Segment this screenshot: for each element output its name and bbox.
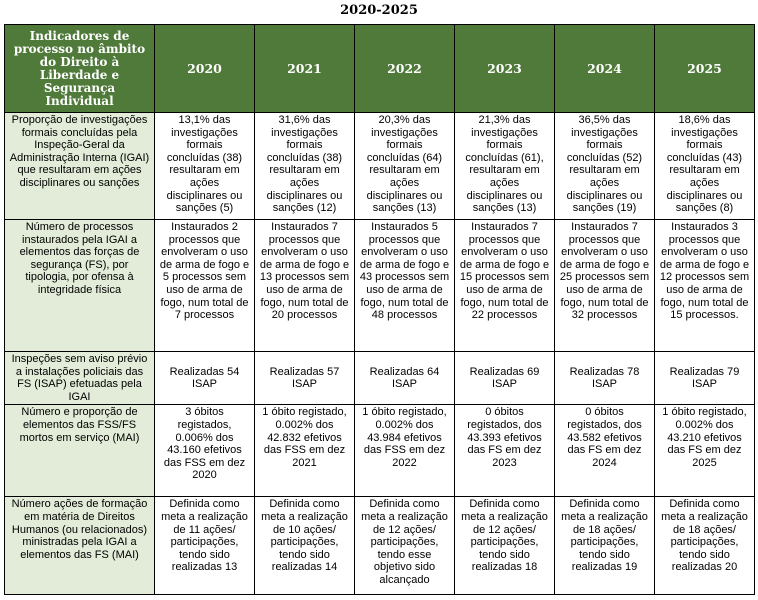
year-header-2025: 2025 <box>655 25 755 113</box>
row-label-investigacoes: Proporção de investigações formais concluídas pela Inspeção-Geral da Administração Interna (IGAI) que resultaram em ações disciplinares ou sanções <box>5 113 155 220</box>
table-cell: 1 óbito registado, 0.002% dos 43.210 efetivos das FS em dez 2025 <box>655 405 755 497</box>
table-cell: 31,6% das investigações formais concluídas (38) resultaram em ações disciplinares ou sanções (12) <box>255 113 355 220</box>
table-cell: Realizadas 78 ISAP <box>555 352 655 405</box>
table-cell: 20,3% das investigações formais concluídas (64) resultaram em ações disciplinares ou sanções (13) <box>355 113 455 220</box>
table-cell: Realizadas 79 ISAP <box>655 352 755 405</box>
table-row <box>5 352 755 405</box>
table-cell: Realizadas 54 ISAP <box>155 352 255 405</box>
table-cell: Instaurados 3 processos que envolveram o uso de arma de fogo e 12 processos sem uso de arma de fogo, num total de 15 processos. <box>655 220 755 352</box>
table-cell: Realizadas 64 ISAP <box>355 352 455 405</box>
year-header-2024: 2024 <box>555 25 655 113</box>
row-label-isap: Inspeções sem aviso prévio a instalações policiais das FS (ISAP) efetuadas pela IGAI <box>5 352 155 405</box>
header-row <box>5 25 755 113</box>
table-cell: Instaurados 7 processos que envolveram o uso de arma de fogo e 13 processos sem uso de arma de fogo, num total de 20 processos <box>255 220 355 352</box>
year-header-2020: 2020 <box>155 25 255 113</box>
row-label-processos: Número de processos instaurados pela IGAI a elementos das forças de segurança (FS), por tipologia, por ofensa à integridade física <box>5 220 155 352</box>
table-cell: Definida como meta a realização de 18 ações/ participações, tendo sido realizadas 19 <box>555 497 655 595</box>
row-label-formacao: Número ações de formação em matéria de Direitos Humanos (ou relacionados) ministradas pela IGAI a elementos das FS (MAI) <box>5 497 155 595</box>
table-cell: 1 óbito registado, 0.002% dos 43.984 efetivos das FSS em dez 2022 <box>355 405 455 497</box>
table-cell: Instaurados 7 processos que envolveram o uso de arma de fogo e 15 processos sem uso de arma de fogo, num total de 22 processos <box>455 220 555 352</box>
row-label-obitos: Número e proporção de elementos das FSS/FS mortos em serviço (MAI) <box>5 405 155 497</box>
table-row <box>5 220 755 352</box>
table-cell: 3 óbitos registados, 0.006% dos 43.160 efetivos das FSS em dez 2020 <box>155 405 255 497</box>
table-cell: Definida como meta a realização de 12 ações/ participações, tendo sido realizadas 18 <box>455 497 555 595</box>
table-cell: 0 óbitos registados, dos 43.582 efetivos das FS em dez 2024 <box>555 405 655 497</box>
table-cell: Instaurados 7 processos que envolveram o uso de arma de fogo e 25 processos sem uso de arma de fogo, num total de 32 processos <box>555 220 655 352</box>
table-cell: 36,5% das investigações formais concluídas (52) resultaram em ações disciplinares ou sanções (19) <box>555 113 655 220</box>
table-row <box>5 405 755 497</box>
year-header-2023: 2023 <box>455 25 555 113</box>
table-cell: 21,3% das investigações formais concluídas (61), resultaram em ações disciplinares ou sanções (13) <box>455 113 555 220</box>
corner-header: Indicadores de processo no âmbito do Direito à Liberdade e Segurança Individual <box>5 25 155 113</box>
table-cell: Definida como meta a realização de 11 ações/ participações, tendo sido realizadas 13 <box>155 497 255 595</box>
table-cell: 0 óbitos registados, dos 43.393 efetivos das FS em dez 2023 <box>455 405 555 497</box>
indicators-table <box>4 24 755 595</box>
year-header-2021: 2021 <box>255 25 355 113</box>
table-cell: Definida como meta a realização de 10 ações/ participações, tendo sido realizadas 14 <box>255 497 355 595</box>
table-row <box>5 497 755 595</box>
table-cell: 13,1% das investigações formais concluídas (38) resultaram em ações disciplinares ou sanções (5) <box>155 113 255 220</box>
page-title: 2020-2025 <box>340 3 418 18</box>
table-cell: Instaurados 5 processos que envolveram o uso de arma de fogo e 43 processos sem uso de arma de fogo, num total de 48 processos <box>355 220 455 352</box>
table-cell: 1 óbito registado, 0.002% dos 42.832 efetivos das FSS em dez 2021 <box>255 405 355 497</box>
table-cell: Definida como meta a realização de 12 ações/ participações, tendo esse objetivo sido alcançado <box>355 497 455 595</box>
table-cell: 18,6% das investigações formais concluídas (43) resultaram em ações disciplinares ou sanções (8) <box>655 113 755 220</box>
table-cell: Instaurados 2 processos que envolveram o uso de arma de fogo e 5 processos sem uso de arma de fogo, num total de 7 processos <box>155 220 255 352</box>
year-header-2022: 2022 <box>355 25 455 113</box>
table-cell: Realizadas 69 ISAP <box>455 352 555 405</box>
table-row <box>5 113 755 220</box>
table-cell: Definida como meta a realização de 18 ações/ participações, tendo sido realizadas 20 <box>655 497 755 595</box>
table-cell: Realizadas 57 ISAP <box>255 352 355 405</box>
